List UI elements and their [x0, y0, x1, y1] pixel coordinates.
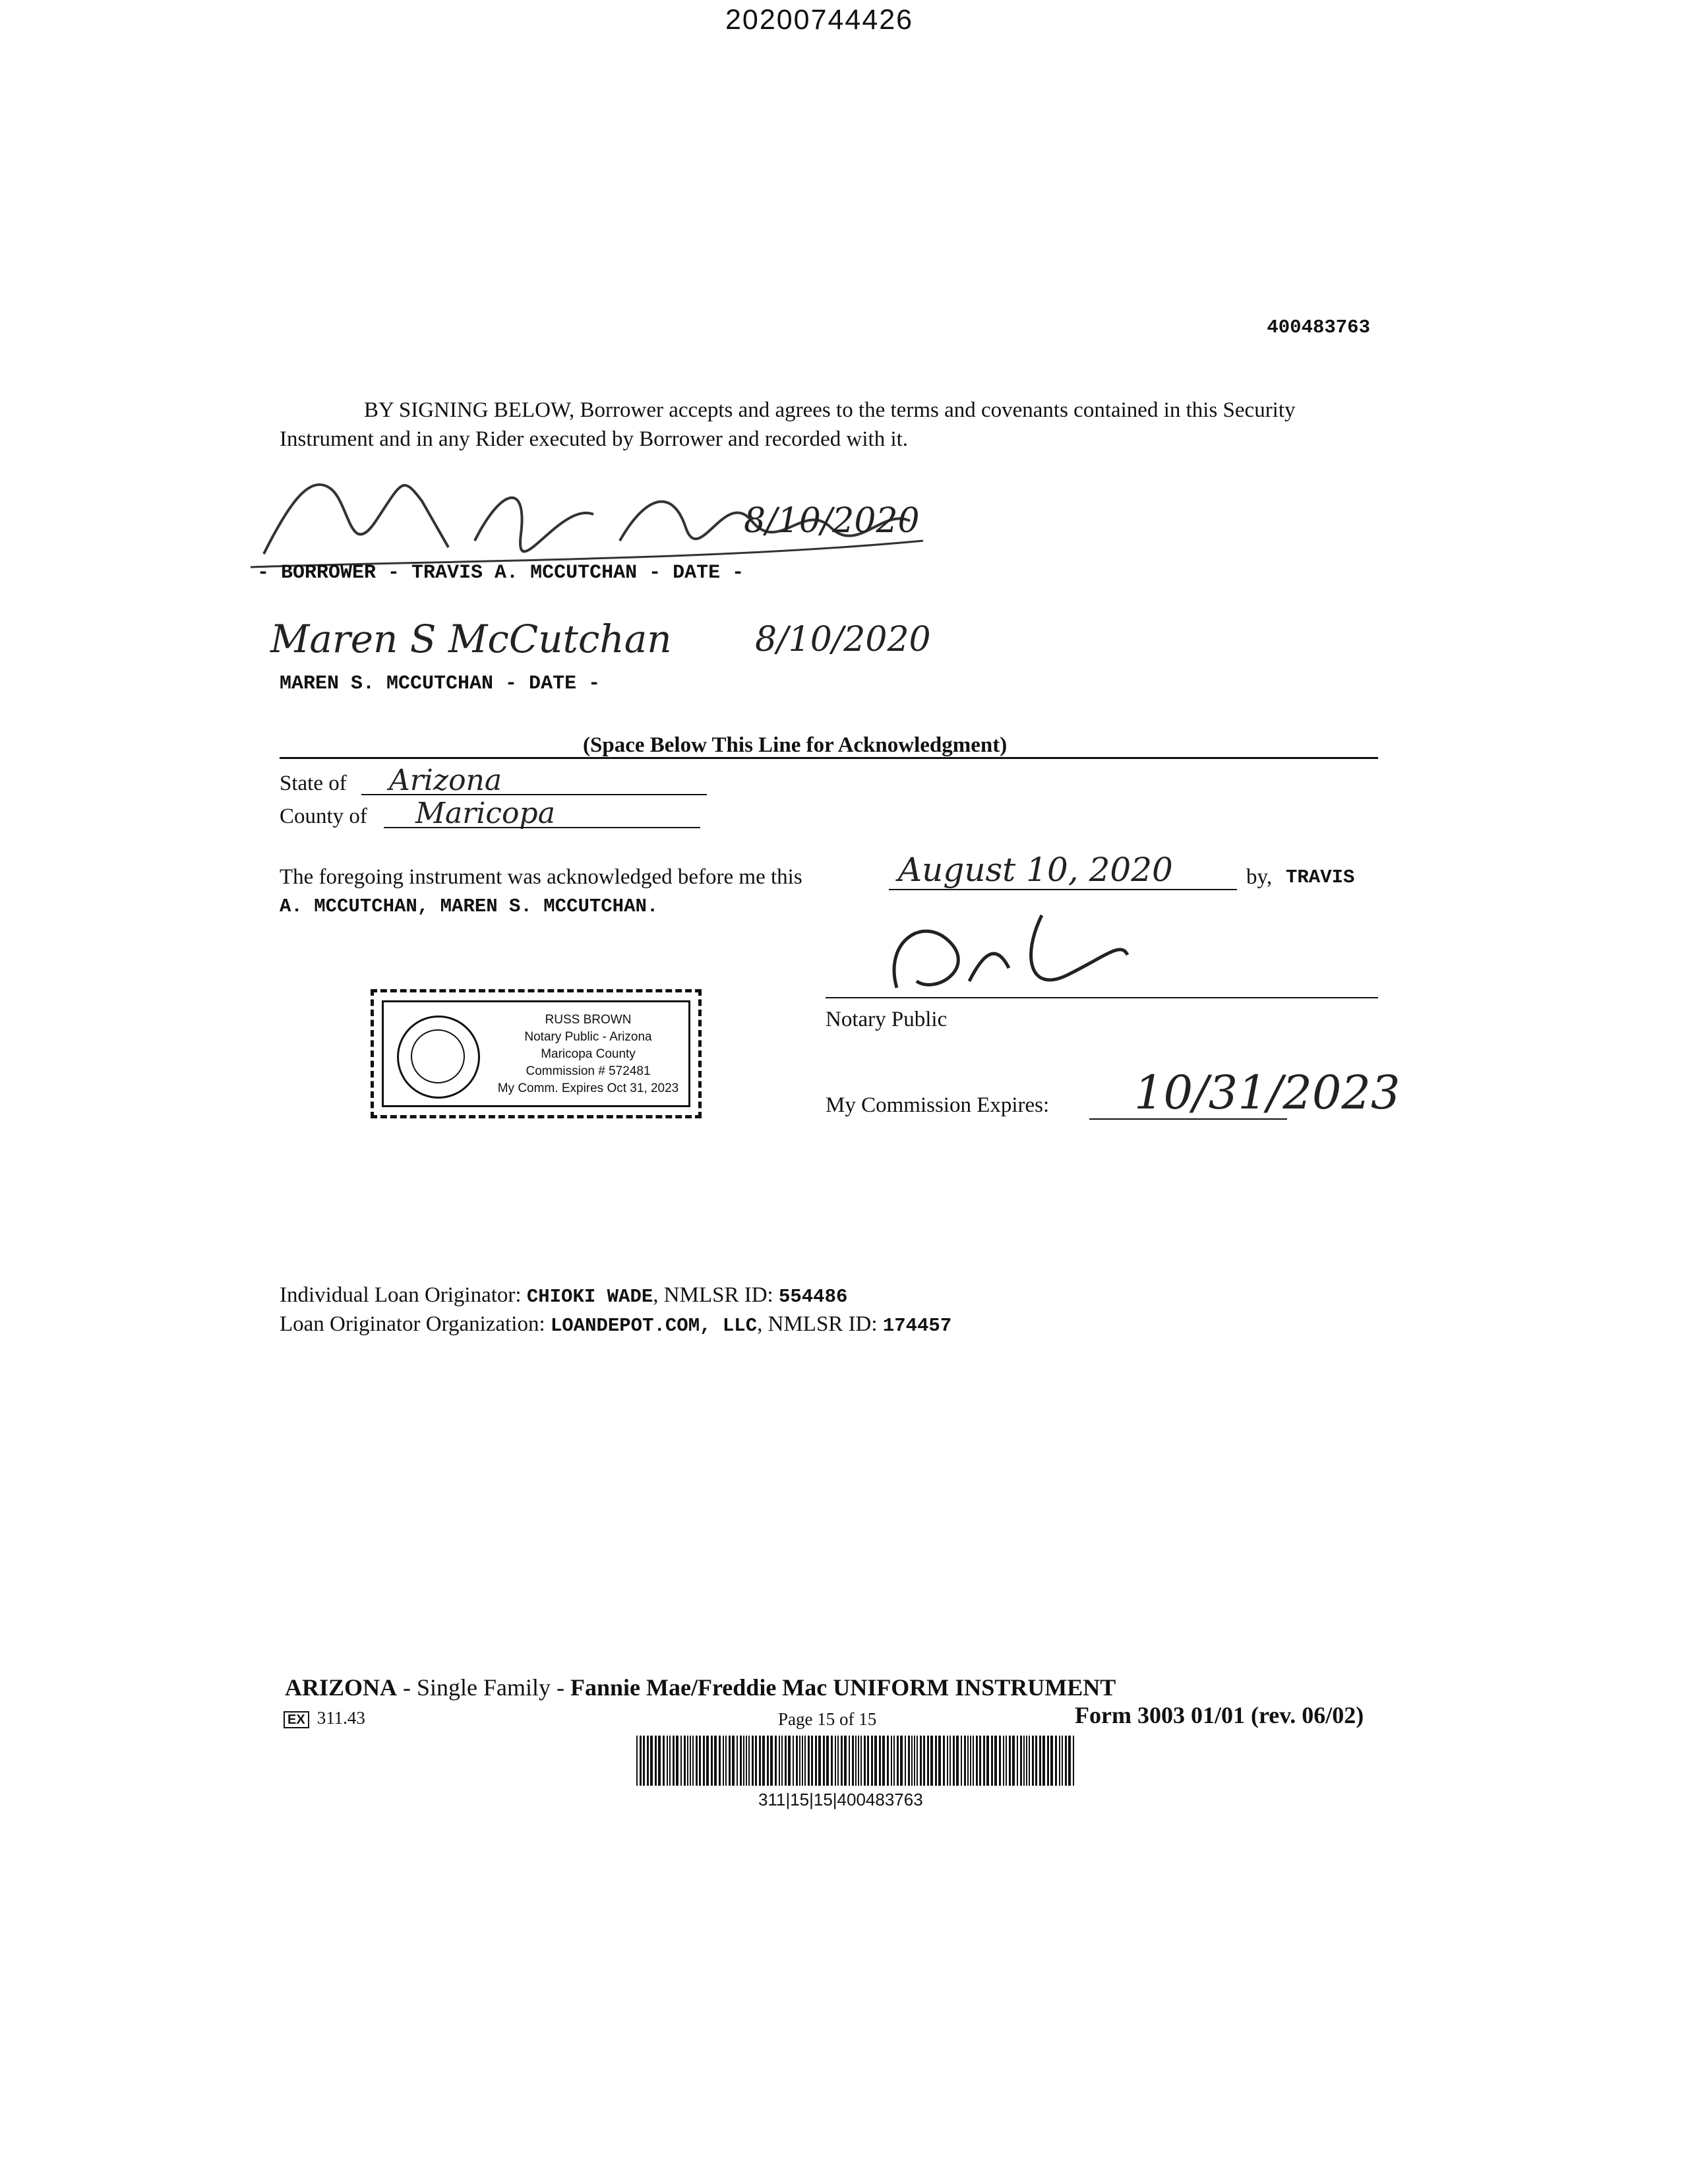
barcode-bar: [788, 1736, 791, 1786]
footer-instrument: Fannie Mae/Freddie Mac UNIFORM INSTRUMENT: [570, 1674, 1116, 1701]
barcode-bar: [1023, 1736, 1025, 1786]
barcode-bar: [882, 1736, 885, 1786]
notary-signature-line: [826, 997, 1378, 998]
notary-seal-stamp: [371, 989, 702, 1118]
barcode-bar: [743, 1736, 744, 1786]
individual-originator-name: CHIOKI WADE: [526, 1286, 653, 1308]
barcode-bar: [867, 1736, 869, 1786]
barcode-bar: [1065, 1736, 1067, 1786]
barcode-bar: [864, 1736, 866, 1786]
barcode-bar: [914, 1736, 915, 1786]
barcode-bar: [879, 1736, 881, 1786]
barcode-bar: [999, 1736, 1001, 1786]
barcode-bar: [1017, 1736, 1018, 1786]
barcode-bar: [748, 1736, 750, 1786]
barcode-bar: [703, 1736, 705, 1786]
individual-originator-line: [280, 1283, 847, 1308]
recording-number: 20200744426: [725, 4, 914, 36]
barcode-bar: [818, 1736, 821, 1786]
barcode-bar: [970, 1736, 971, 1786]
footer-code-line: [284, 1708, 365, 1728]
barcode-bar: [967, 1736, 969, 1786]
barcode-bar: [684, 1736, 686, 1786]
barcode-bar: [1068, 1736, 1071, 1786]
barcode-bar: [991, 1736, 993, 1786]
barcode-bar: [841, 1736, 843, 1786]
barcode-bar: [994, 1736, 997, 1786]
barcode-bar: [956, 1736, 959, 1786]
individual-nmlsr-id: 554486: [778, 1286, 848, 1308]
barcode-bar: [725, 1736, 727, 1786]
barcode-bar: [1009, 1736, 1011, 1786]
barcode-bar: [930, 1736, 933, 1786]
barcode-bar: [667, 1736, 668, 1786]
acknowledgment-names-line2: A. MCCUTCHAN, MAREN S. MCCUTCHAN.: [280, 895, 659, 917]
organization-nmlsr-label: , NMLSR ID:: [757, 1312, 878, 1336]
barcode-bar: [1032, 1736, 1034, 1786]
notary-seal-county: Maricopa County: [541, 1047, 636, 1061]
individual-nmlsr-label: , NMLSR ID:: [653, 1283, 773, 1307]
barcode-bar: [917, 1736, 918, 1786]
commission-expires-underline: [1089, 1118, 1287, 1120]
individual-originator-label: Individual Loan Originator:: [280, 1283, 522, 1307]
barcode-bar: [835, 1736, 836, 1786]
barcode-bar: [938, 1736, 941, 1786]
barcode-bar: [976, 1736, 978, 1786]
barcode-bar: [737, 1736, 738, 1786]
barcode-bar: [979, 1736, 981, 1786]
barcode-bar: [986, 1736, 989, 1786]
barcode-bar: [752, 1736, 754, 1786]
barcode-bar: [692, 1736, 694, 1786]
barcode: [636, 1736, 1078, 1786]
barcode-bar: [1026, 1736, 1027, 1786]
barcode-number: 311|15|15|400483763: [758, 1790, 923, 1809]
barcode-bar: [755, 1736, 757, 1786]
commission-expires-label: My Commission Expires:: [826, 1093, 1050, 1117]
barcode-bar: [911, 1736, 913, 1786]
barcode-bar: [658, 1736, 661, 1786]
barcode-bar: [947, 1736, 948, 1786]
arizona-state-seal-icon: [397, 1016, 480, 1099]
barcode-bar: [852, 1736, 854, 1786]
barcode-bar: [1050, 1736, 1053, 1786]
barcode-bar: [1029, 1736, 1030, 1786]
barcode-bar: [804, 1736, 806, 1786]
barcode-bar: [793, 1736, 794, 1786]
barcode-bar: [961, 1736, 962, 1786]
barcode-bar: [1035, 1736, 1037, 1786]
barcode-bar: [711, 1736, 713, 1786]
footer-form-title: [285, 1674, 1116, 1701]
barcode-bar: [923, 1736, 925, 1786]
barcode-bar: [1055, 1736, 1057, 1786]
footer-separator: - Single Family -: [397, 1674, 571, 1701]
barcode-bar: [887, 1736, 889, 1786]
barcode-bar: [811, 1736, 813, 1786]
barcode-bar: [732, 1736, 735, 1786]
notary-seal-title: Notary Public - Arizona: [524, 1030, 652, 1044]
organization-originator-name: LOANDEPOT.COM, LLC: [550, 1315, 758, 1337]
barcode-bar: [953, 1736, 955, 1786]
county-underline: [384, 827, 700, 828]
barcode-bar: [943, 1736, 945, 1786]
organization-originator-line: [280, 1312, 951, 1337]
barcode-bar: [860, 1736, 862, 1786]
borrower1-date-handwritten: 8/10/2020: [744, 501, 920, 541]
signing-intro-paragraph: BY SIGNING BELOW, Borrower accepts and agrees to the terms and covenants contained in this Security Instrument and in any Rider executed by Borrower and recorded with it.: [280, 398, 1296, 451]
barcode-bar: [775, 1736, 777, 1786]
acknowledgment-text: The foregoing instrument was acknowledged before me this: [280, 865, 802, 889]
barcode-bar: [680, 1736, 682, 1786]
state-underline: [361, 794, 707, 795]
barcode-bar: [676, 1736, 678, 1786]
barcode-bar: [699, 1736, 701, 1786]
barcode-bar: [706, 1736, 709, 1786]
footer-state: ARIZONA: [285, 1674, 398, 1701]
state-value-handwritten: Arizona: [389, 764, 502, 797]
barcode-bar: [815, 1736, 817, 1786]
barcode-bar: [823, 1736, 825, 1786]
arizona-state-seal-inner-ring: [411, 1029, 465, 1083]
barcode-bar: [983, 1736, 985, 1786]
barcode-bar: [1073, 1736, 1074, 1786]
barcode-bar: [1020, 1736, 1022, 1786]
notary-seal-commission: Commission # 572481: [526, 1064, 651, 1078]
barcode-bar: [831, 1736, 833, 1786]
barcode-bar: [897, 1736, 899, 1786]
barcode-bar: [640, 1736, 642, 1786]
barcode-bar: [643, 1736, 645, 1786]
barcode-bar: [762, 1736, 765, 1786]
barcode-bar: [826, 1736, 829, 1786]
barcode-bar: [844, 1736, 847, 1786]
barcode-bar: [799, 1736, 800, 1786]
acknowledgment-by: by,: [1246, 865, 1273, 889]
notary-seal-expires: My Comm. Expires Oct 31, 2023: [497, 1081, 679, 1095]
barcode-bar: [740, 1736, 742, 1786]
barcode-bar: [785, 1736, 787, 1786]
footer-form-number: Form 3003 01/01 (rev. 06/02): [1075, 1702, 1364, 1728]
barcode-bar: [673, 1736, 675, 1786]
barcode-bar: [1062, 1736, 1063, 1786]
acknowledgment-heading: (Space Below This Line for Acknowledgment): [583, 733, 1008, 757]
notary-seal-name: RUSS BROWN: [545, 1013, 632, 1027]
barcode-bar: [871, 1736, 873, 1786]
barcode-bar: [1006, 1736, 1007, 1786]
organization-originator-label: Loan Originator Organization:: [280, 1312, 545, 1336]
barcode-bar: [650, 1736, 653, 1786]
barcode-bar: [849, 1736, 850, 1786]
notary-public-label: Notary Public: [826, 1008, 948, 1031]
barcode-bar: [1012, 1736, 1015, 1786]
acknowledgment-names-line1: TRAVIS: [1286, 866, 1355, 888]
acknowledgment-rule: [280, 757, 1378, 759]
borrower2-label: MAREN S. MCCUTCHAN - DATE -: [280, 673, 601, 695]
county-value-handwritten: Maricopa: [415, 797, 555, 830]
barcode-bar: [770, 1736, 773, 1786]
barcode-bar: [687, 1736, 688, 1786]
barcode-bar: [837, 1736, 839, 1786]
barcode-bar: [696, 1736, 698, 1786]
barcode-bar: [759, 1736, 761, 1786]
borrower2-signature-handwritten: Maren S McCutchan: [270, 617, 672, 661]
barcode-bar: [723, 1736, 724, 1786]
acknowledgment-date-underline: [889, 889, 1237, 890]
barcode-bar: [964, 1736, 966, 1786]
notary-seal-text: [489, 1012, 687, 1097]
barcode-bar: [927, 1736, 929, 1786]
barcode-bar: [746, 1736, 747, 1786]
barcode-bar: [647, 1736, 649, 1786]
borrower2-date-handwritten: 8/10/2020: [755, 620, 931, 659]
notary-signature-scribble: [870, 902, 1134, 1001]
loan-number: 400483763: [1267, 317, 1370, 338]
barcode-bar: [729, 1736, 731, 1786]
organization-nmlsr-id: 174457: [882, 1315, 952, 1337]
barcode-bar: [796, 1736, 798, 1786]
barcode-bar: [719, 1736, 721, 1786]
barcode-bar: [714, 1736, 717, 1786]
barcode-bar: [891, 1736, 892, 1786]
barcode-bar: [655, 1736, 657, 1786]
barcode-bar: [908, 1736, 910, 1786]
barcode-bar: [669, 1736, 671, 1786]
borrower1-label: - BORROWER - TRAVIS A. MCCUTCHAN - DATE -: [257, 562, 744, 584]
barcode-bar: [1039, 1736, 1041, 1786]
footer-code: 311.43: [316, 1708, 365, 1728]
barcode-bar: [900, 1736, 903, 1786]
commission-expires-handwritten: 10/31/2023: [1134, 1066, 1401, 1120]
barcode-bar: [973, 1736, 974, 1786]
barcode-bar: [905, 1736, 906, 1786]
barcode-bar: [1003, 1736, 1004, 1786]
barcode-bar: [858, 1736, 859, 1786]
barcode-bar: [1047, 1736, 1049, 1786]
barcode-bar: [1042, 1736, 1045, 1786]
ex-badge: EX: [284, 1711, 309, 1728]
barcode-bar: [636, 1736, 638, 1786]
notary-signature: [870, 902, 1134, 1001]
barcode-bar: [808, 1736, 810, 1786]
barcode-bar: [893, 1736, 895, 1786]
barcode-bar: [950, 1736, 951, 1786]
acknowledgment-date-handwritten: August 10, 2020: [898, 851, 1173, 889]
footer-page-number: Page 15 of 15: [778, 1709, 877, 1729]
barcode-bar: [779, 1736, 780, 1786]
state-label: State of: [280, 772, 347, 795]
barcode-bar: [855, 1736, 857, 1786]
barcode-bar: [874, 1736, 877, 1786]
barcode-bar: [935, 1736, 937, 1786]
county-label: County of: [280, 804, 367, 828]
barcode-bar: [767, 1736, 769, 1786]
barcode-bar: [920, 1736, 922, 1786]
notary-seal-inner-border: [382, 1000, 690, 1107]
barcode-bar: [1059, 1736, 1060, 1786]
barcode-bar: [690, 1736, 691, 1786]
barcode-bar: [663, 1736, 665, 1786]
barcode-bar: [802, 1736, 803, 1786]
barcode-bar: [781, 1736, 783, 1786]
